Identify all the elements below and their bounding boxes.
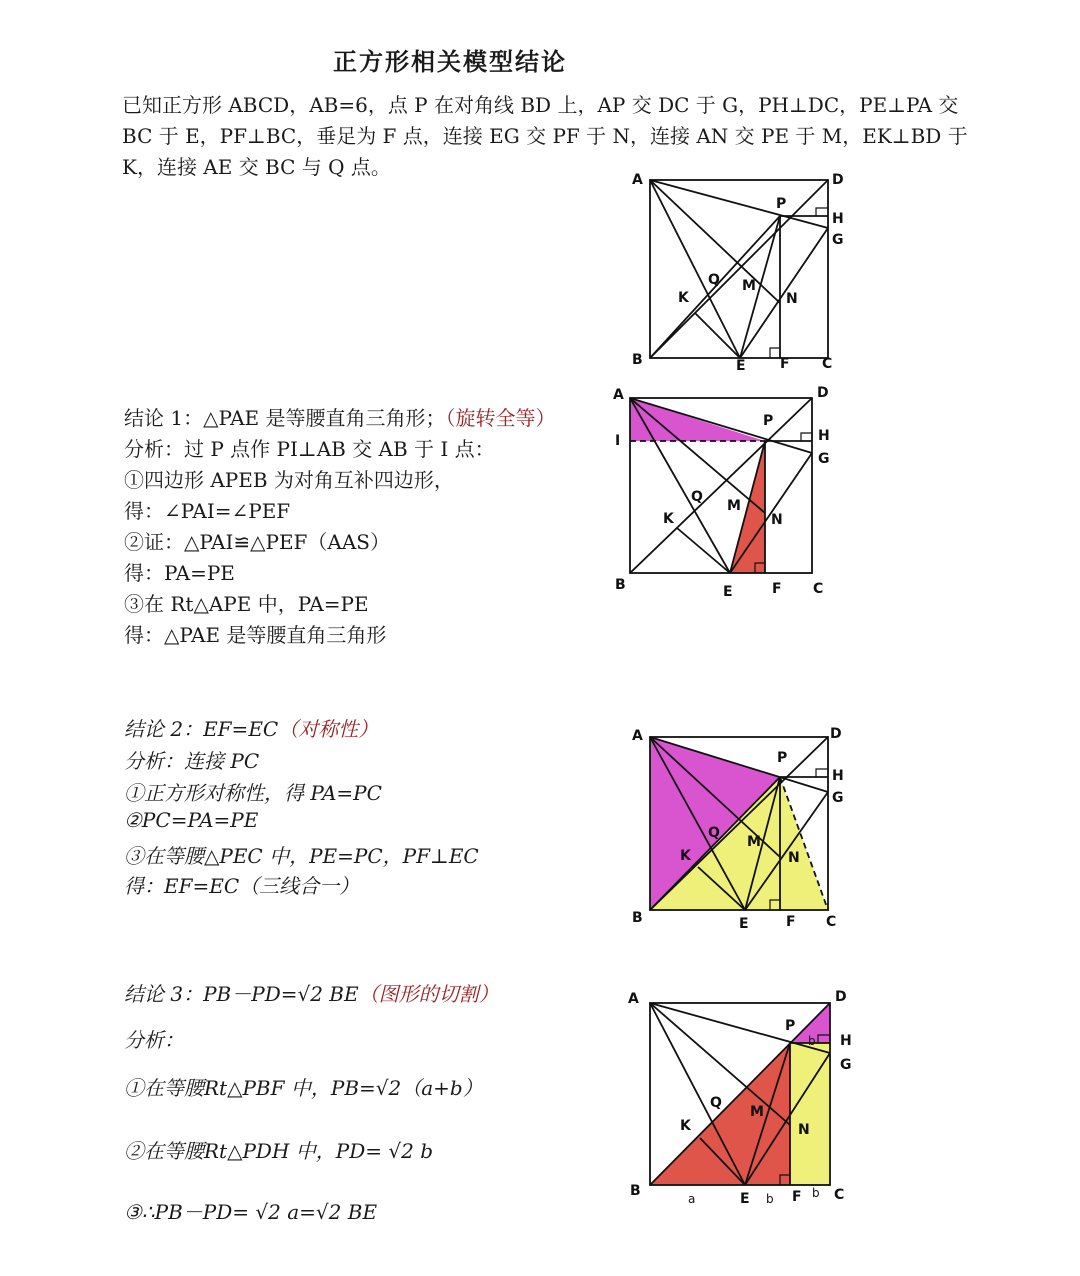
label-g: G [840, 1057, 852, 1073]
analysis-line: ③在 Rt△APE 中，PA=PE [124, 592, 369, 616]
label-m: M [727, 498, 741, 514]
label-segment-b: b [766, 1192, 774, 1206]
label-q: Q [708, 825, 720, 841]
analysis-line: ②PC=PA=PE [124, 808, 259, 832]
conclusion-2-heading: 结论 2：EF=EC（对称性） [124, 717, 379, 741]
label-c: C [822, 356, 833, 372]
region-fc [790, 1043, 830, 1185]
label-m: M [747, 834, 761, 850]
label-p: P [785, 1018, 796, 1034]
label-h: H [818, 428, 830, 444]
label-f: F [792, 1189, 802, 1205]
line-ek [695, 313, 740, 358]
label-p: P [776, 196, 787, 212]
label-n: N [798, 1122, 810, 1138]
conclusion-3-method: （图形的切割） [358, 982, 499, 1006]
figure-1 [620, 168, 850, 378]
label-h: H [832, 768, 844, 784]
label-f: F [786, 914, 796, 930]
figure-3 [620, 722, 855, 932]
label-b: B [632, 352, 643, 368]
label-k: K [678, 290, 689, 306]
label-a: A [632, 172, 643, 188]
label-p: P [763, 413, 774, 429]
analysis-line: 分析：过 P 点作 PI⊥AB 交 AB 于 I 点： [124, 437, 495, 461]
label-m: M [742, 278, 756, 294]
label-c: C [826, 914, 837, 930]
label-b: B [615, 577, 626, 593]
label-n: N [788, 850, 800, 866]
analysis-line: ③∴PB－PD= √2 a=√2 BE [124, 1200, 378, 1224]
line-ek [677, 528, 730, 573]
page-title: 正方形相关模型结论 [333, 48, 567, 76]
label-a: A [632, 728, 643, 744]
label-a: A [613, 387, 624, 403]
label-g: G [818, 451, 830, 467]
label-b: B [630, 1183, 641, 1199]
analysis-line: ①在等腰Rt△PBF 中，PB=√2（a+b） [124, 1076, 483, 1100]
label-d: D [835, 989, 847, 1005]
label-e: E [723, 584, 733, 598]
label-h: H [832, 211, 844, 227]
analysis-line: ①正方形对称性，得 PA=PC [124, 781, 382, 805]
line-ag [650, 180, 828, 228]
label-k: K [663, 511, 674, 527]
label-q: Q [691, 489, 703, 505]
conclusion-3-heading: 结论 3：PB－PD=√2 BE（图形的切割） [124, 982, 499, 1006]
label-a: A [628, 991, 639, 1007]
label-n: N [786, 291, 798, 307]
label-q: Q [710, 1095, 722, 1111]
label-c: C [834, 1187, 845, 1203]
label-n: N [771, 512, 783, 528]
intro-line: 已知正方形 ABCD，AB=6，点 P 在对角线 BD 上，AP 交 DC 于 G，PH⊥DC，PE⊥PA 交 [122, 93, 959, 117]
label-d: D [832, 172, 844, 188]
analysis-line: 得：PA=PE [124, 561, 235, 585]
intro-line: K，连接 AE 交 BC 与 Q 点。 [122, 155, 391, 179]
analysis-line: 分析： [124, 1028, 184, 1052]
label-b: B [632, 910, 643, 926]
label-g: G [832, 790, 844, 806]
analysis-line: ②证：△PAI≌△PEF（AAS） [124, 530, 391, 554]
label-f: F [780, 356, 790, 372]
label-segment-b: b [812, 1186, 820, 1200]
label-i: I [615, 433, 621, 449]
label-d: D [830, 726, 842, 742]
line-ag [650, 1003, 830, 1053]
right-angle-mark [816, 769, 828, 777]
label-e: E [739, 916, 749, 932]
right-angle-mark [801, 433, 812, 441]
analysis-line: 得：△PAE 是等腰直角三角形 [124, 623, 387, 647]
intro-line: BC 于 E，PF⊥BC，垂足为 F 点，连接 EG 交 PF 于 N，连接 AN 交 PE 于 M，EK⊥BD 于 [122, 124, 968, 148]
label-q: Q [708, 272, 720, 288]
figure-4 [620, 985, 860, 1210]
label-k: K [680, 1118, 691, 1134]
right-angle-mark [770, 348, 780, 358]
right-angle-mark [816, 208, 828, 216]
analysis-line: ①四边形 APEB 为对角互补四边形， [124, 468, 454, 492]
analysis-line: ②在等腰Rt△PDH 中，PD= √2 b [124, 1139, 434, 1163]
label-m: M [750, 1104, 764, 1120]
label-d: D [817, 385, 829, 401]
label-e: E [740, 1191, 750, 1207]
label-k: K [680, 848, 691, 864]
label-segment-a: a [688, 1192, 696, 1206]
analysis-line: ③在等腰△PEC 中，PE=PC，PF⊥EC [124, 844, 479, 868]
figure-2 [605, 383, 845, 598]
conclusion-1-heading: 结论 1：△PAE 是等腰直角三角形；（旋转全等） [124, 406, 556, 430]
label-e: E [736, 358, 746, 374]
conclusion-2-method: （对称性） [278, 717, 379, 741]
analysis-line: 得：EF=EC（三线合一） [124, 874, 360, 898]
conclusion-1-method: （旋转全等） [445, 406, 556, 430]
analysis-line: 得：∠PAI=∠PEF [124, 499, 291, 523]
analysis-line: 分析：连接 PC [124, 749, 260, 773]
label-p: P [777, 750, 788, 766]
label-f: F [772, 581, 782, 597]
label-h: H [840, 1033, 852, 1049]
line-ae [650, 180, 740, 358]
label-g: G [832, 232, 844, 248]
label-c: C [813, 581, 824, 597]
label-segment-b: b [808, 1034, 816, 1048]
